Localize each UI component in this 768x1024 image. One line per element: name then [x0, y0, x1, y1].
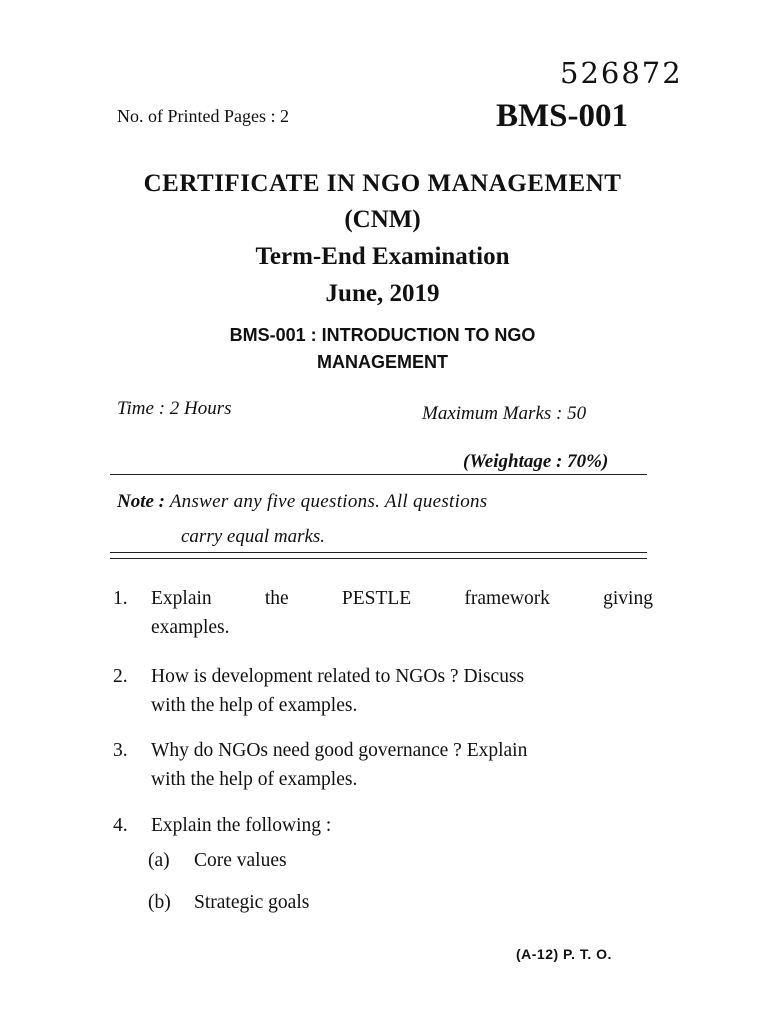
word: Explain: [151, 588, 212, 609]
note-line-2: carry equal marks.: [181, 526, 326, 547]
question-3-line-1: Why do NGOs need good governance ? Explain: [151, 740, 528, 761]
question-1-line-2: examples.: [151, 617, 230, 638]
question-1-line-1: [151, 584, 653, 613]
title-line-3: Term-End Examination: [255, 243, 510, 270]
question-3-line-2: with the help of examples.: [151, 769, 358, 790]
question-number: 2.: [113, 666, 128, 687]
subject-line-1: BMS-001 : INTRODUCTION TO NGO: [229, 325, 536, 345]
course-code: BMS-001: [496, 98, 628, 134]
sub-item-text: Core values: [194, 850, 287, 871]
note-label: Note :: [117, 491, 166, 512]
question-number: 3.: [113, 740, 128, 761]
question-2-line-1: How is development related to NGOs ? Discuss: [151, 666, 525, 687]
subject-line-2: MANAGEMENT: [317, 352, 448, 372]
word: PESTLE: [341, 588, 412, 609]
question-3: [113, 736, 653, 794]
question-4: [113, 811, 653, 840]
sub-item-label: (b): [148, 892, 171, 913]
word: the: [264, 588, 289, 609]
title-line-2: (CNM): [344, 206, 421, 233]
printed-pages: No. of Printed Pages : 2: [117, 106, 289, 126]
note-line-1: Answer any five questions. All questions: [169, 491, 488, 512]
sub-item-b: [148, 892, 309, 914]
maximum-marks: Maximum Marks : 50: [422, 403, 587, 424]
sub-item-text: Strategic goals: [194, 892, 310, 913]
question-2: [113, 662, 653, 720]
divider-double-1: [110, 552, 647, 553]
serial-number: 526872: [560, 56, 683, 90]
footer-pto: (A-12) P. T. O.: [516, 946, 612, 962]
question-1: [113, 584, 653, 642]
subject-title: [150, 322, 615, 376]
question-2-line-2: with the help of examples.: [151, 695, 358, 716]
sub-item-label: (a): [148, 850, 170, 871]
question-number: 4.: [113, 815, 128, 836]
title-line-4: June, 2019: [325, 280, 440, 307]
divider-top: [110, 474, 647, 475]
instructions-note: [117, 484, 652, 554]
weightage: (Weightage : 70%): [463, 451, 609, 472]
divider-double-2: [110, 558, 647, 559]
word: framework: [464, 588, 550, 609]
word: giving: [603, 588, 653, 609]
title-line-1: CERTIFICATE IN NGO MANAGEMENT: [143, 170, 622, 197]
question-4-line-1: Explain the following :: [151, 815, 332, 836]
question-number: 1.: [113, 588, 128, 609]
sub-item-a: [148, 850, 287, 872]
exam-time: Time : 2 Hours: [117, 398, 232, 419]
